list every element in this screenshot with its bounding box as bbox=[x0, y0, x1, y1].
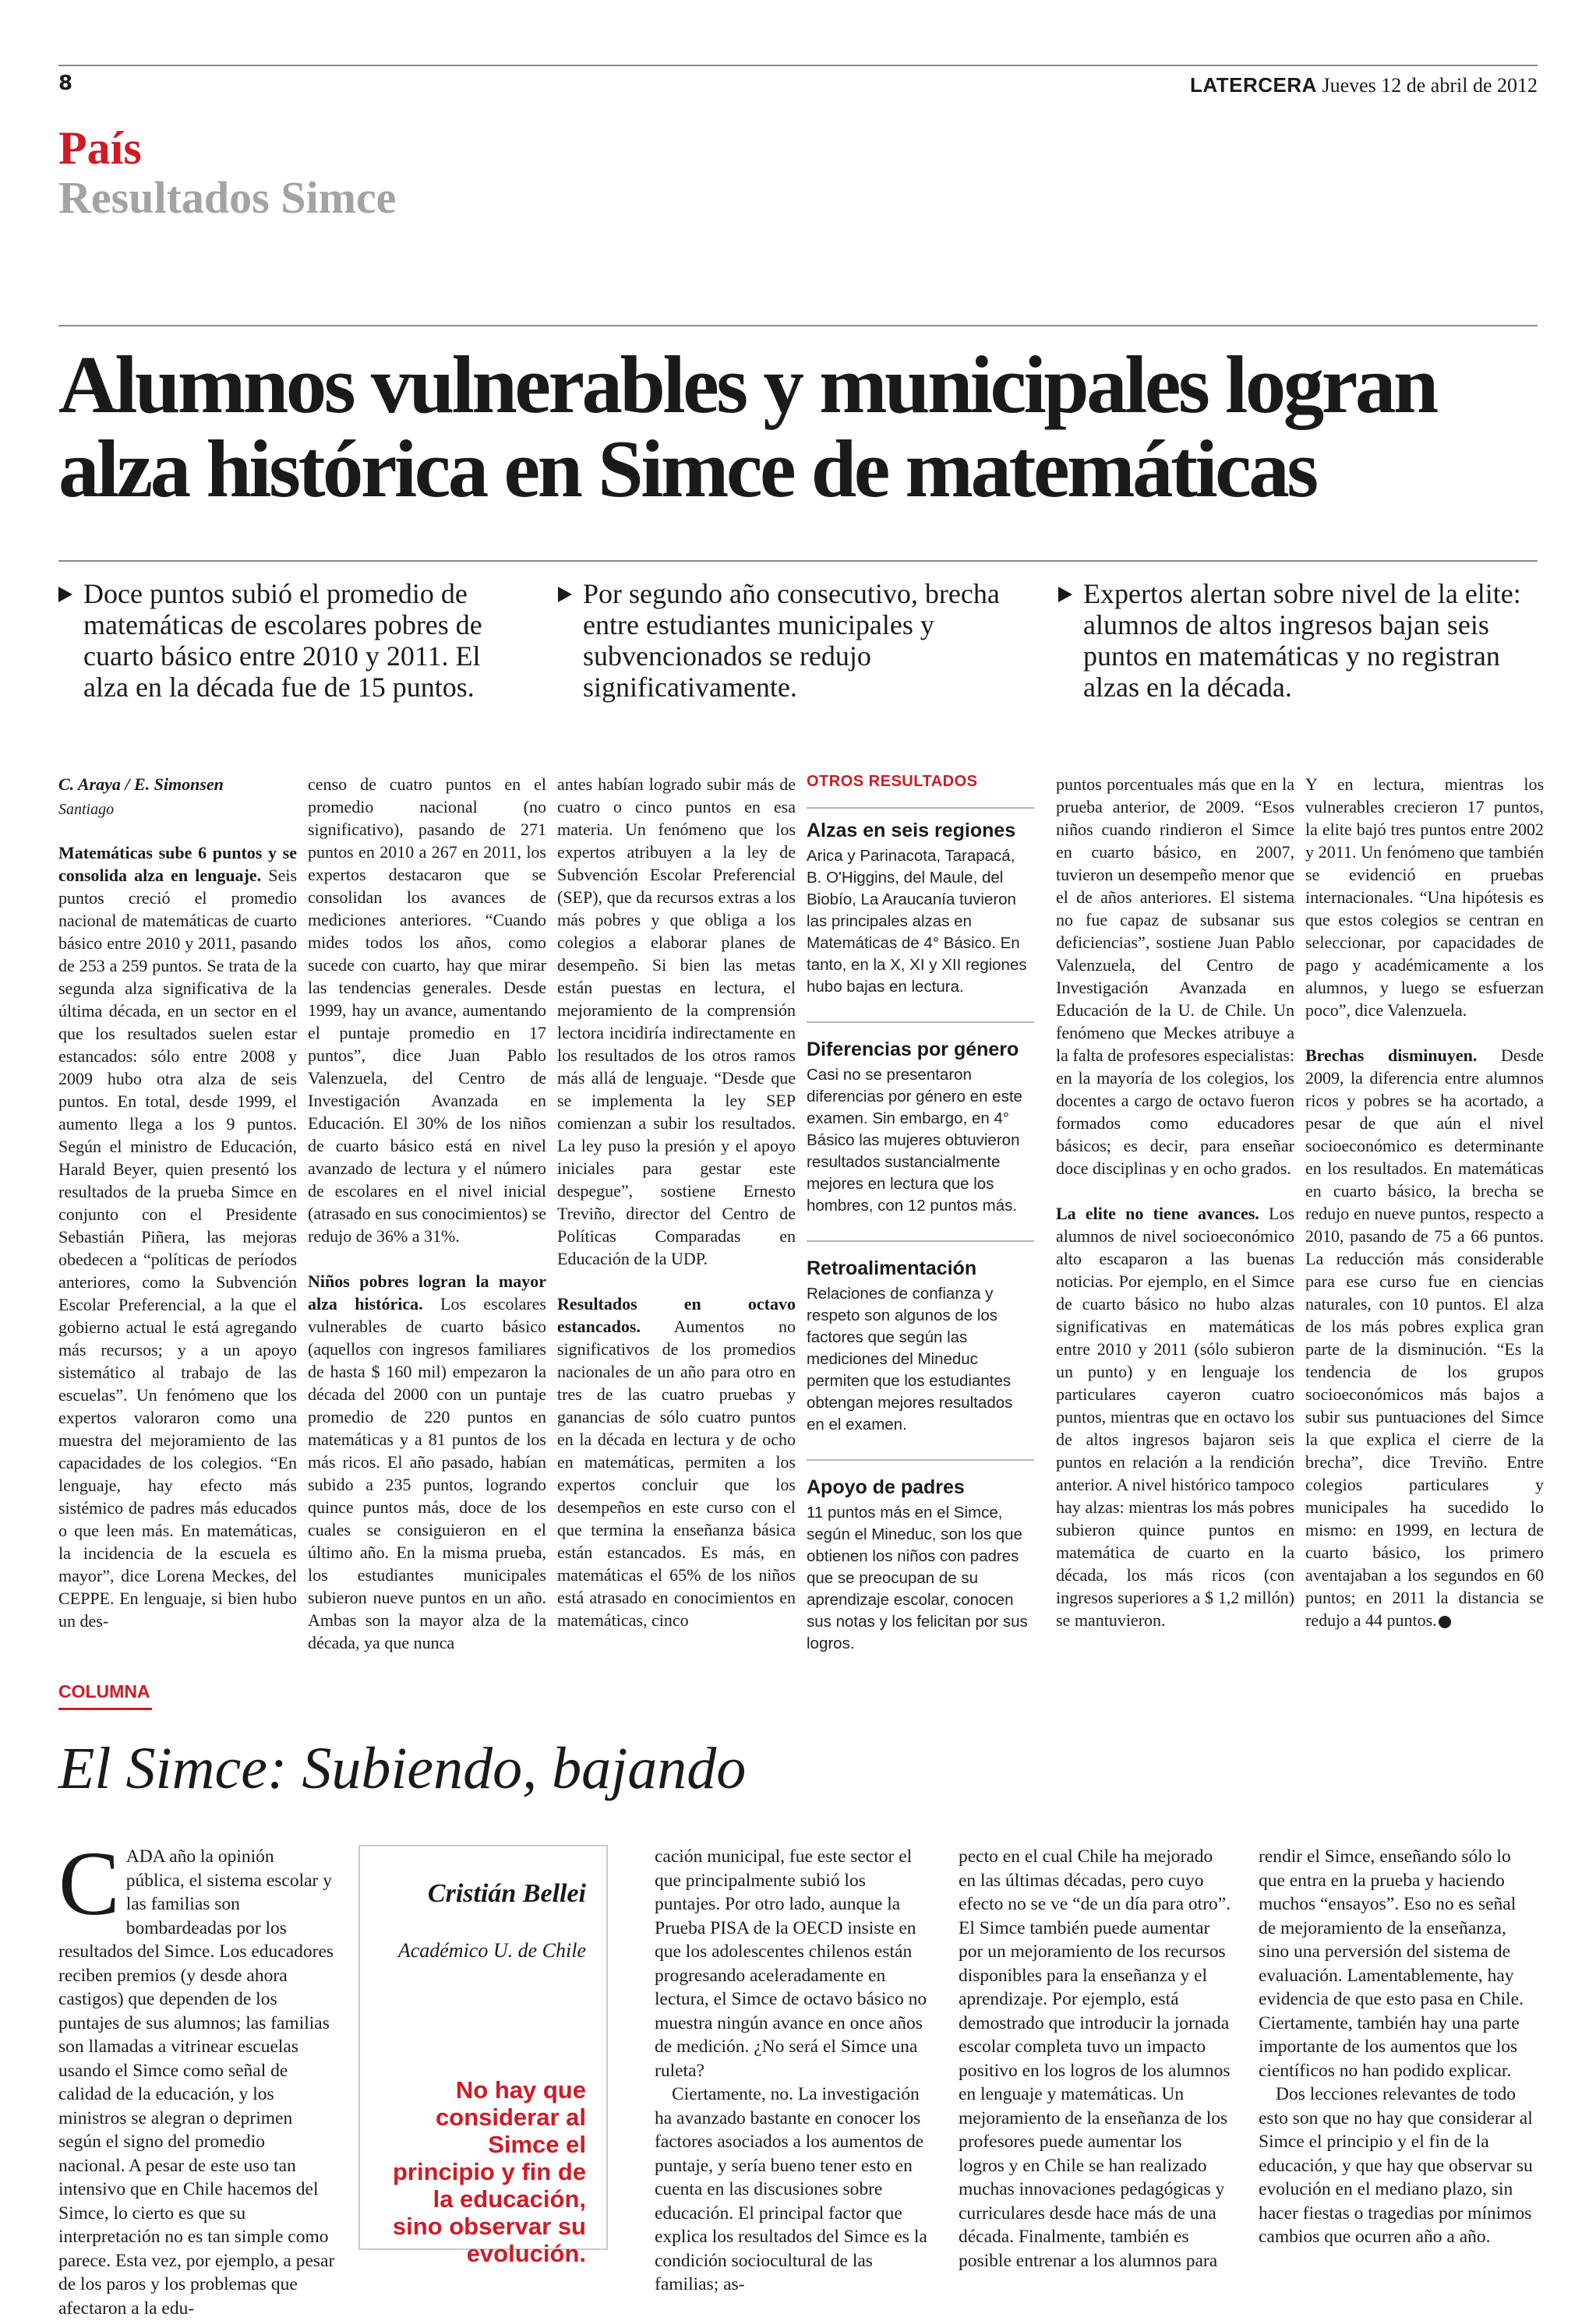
top-rule bbox=[58, 65, 1538, 66]
column-text-1 bbox=[58, 1832, 335, 2320]
page-number: 8 bbox=[58, 72, 73, 95]
body-text: Aumentos no significativos de los promedios nacionales de un año para otro en tres de las cuatro pruebas y ganancias de sólo cuatro puntos en la década en lectura y de ocho en matemáticas, permiten a los expertos concluir que los desempeños en este curso con el que termina la enseñanza básica están estancados. Es más, en matemáticas el 65% de los niños está atrasado en conocimientos en matemáticas, cinco bbox=[557, 1317, 796, 1630]
columna-rule bbox=[58, 1708, 152, 1710]
sidebar-text: Casi no se presentaron diferencias por género en este examen. Sin embargo, en 4° Básico las mujeres obtuvieron resultados sustancialmente mejores en lectura que los hombres, con 12 puntos más. bbox=[807, 1066, 1022, 1215]
columna-label: COLUMNA bbox=[58, 1681, 150, 1702]
headline-top-rule bbox=[58, 325, 1538, 326]
sidebar-heading: Retroalimentación bbox=[807, 1257, 977, 1279]
article-column-2 bbox=[308, 773, 546, 1654]
headline: Alumnos vulnerables y municipales logran alza histórica en Simce de matemáticas bbox=[58, 339, 1436, 514]
end-mark-icon bbox=[1439, 1616, 1451, 1628]
sidebar-text: Arica y Parinacota, Tarapacá, B. O'Higgins, del Maule, del Biobío, La Araucanía tuvieron las principales alzas en Matemáticas de 4° Básico. En tanto, en la X, XI y XII regiones hubo bajas en lectura. bbox=[807, 847, 1027, 996]
sidebar-text: Relaciones de confianza y respeto son algunos de los factores que según las mediciones del Mineduc permiten que los estudiantes obtengan mejores resultados en el examen. bbox=[807, 1285, 1013, 1434]
sidebar-divider bbox=[807, 1459, 1034, 1461]
subsection-title: Resultados Simce bbox=[58, 172, 397, 223]
byline: C. Araya / E. Simonsen bbox=[58, 774, 224, 794]
subhead: La elite no tiene avances. bbox=[1056, 1204, 1259, 1223]
column-body-text: ADA año la opinión pública, el sistema escolar y las familias son bombardeadas por los resultados del Simce. Los educadores reciben premios (y desde ahora castigos) que dependen de los puntajes de sus alumnos; las familias son llamadas a vitrinear escuelas usando el Simce como señal de calidad de la educación, y los ministros se alegran o deprimen según el signo del promedio nacional. A pesar de este uso tan intensivo que en Chile hacemos del Simce, lo cierto es que su interpretación no es tan simple como parece. Esta vez, por ejemplo, a pesar de los paros y los problemas que afectaron a la edu- bbox=[58, 1846, 335, 2319]
article-column-5 bbox=[1056, 773, 1294, 1631]
body-text: censo de cuatro puntos en el promedio nacional (no significativo), pasando de 271 puntos en 2010 a 267 en 2011, los expertos destacaron que se consolidan los avances de mediciones anteriores. “Cuando mides todos los años, como sucede con cuarto, hay que mirar las tendencias generales. Desde 1999, hay un avance, aumentando el puntaje promedio en 17 puntos”, dice Juan Pablo Valenzuela, del Centro de Investigación Avanzada en Educación. El 30% de los niños de cuarto básico está en nivel avanzado de lectura y el número de escolares en el nivel inicial (atrasado en sus conocimientos) se redujo de 36% a 31%. bbox=[308, 774, 546, 1246]
sidebar-heading: Alzas en seis regiones bbox=[807, 820, 1016, 841]
subhead: Resultados en octavo estancados. bbox=[557, 1294, 796, 1336]
section-title: País bbox=[58, 122, 142, 174]
column-body-text: Dos lecciones relevantes de todo esto son que no hay que considerar al Simce el principio y el fin de la educación, y que hay que observar su evolución en el mediano plazo, sin hacer fiestas o tragedias por mínimos cambios que ocurren año a año. bbox=[1259, 2084, 1533, 2247]
article-column-1 bbox=[58, 773, 297, 1632]
subhead: Brechas disminuyen. bbox=[1305, 1046, 1478, 1065]
bullet-text: Doce puntos subió el promedio de matemáticas de escolares pobres de cuarto básico entre 2010 y 2011. El alza en la década fue de 15 puntos. bbox=[83, 578, 482, 703]
body-text: Los alumnos de nivel socioeconómico alto escaparon a las buenas noticias. Por ejemplo, en el Simce de cuarto básico no hubo alzas significativas en matemáticas entre 2010 y 2011 (sólo subieron un punto) y en lenguaje los particulares cayeron cuatro puntos, mientras que en octavo los de altos ingresos bajaron seis puntos en relación a la rendición anterior. A nivel histórico tampoco hay alzas: mientras los más pobres subieron quince puntos en matemática de cuarto en la década, los más ricos (con ingresos superiores a $ 1,2 millón) se mantuvieron. bbox=[1056, 1204, 1294, 1630]
headline-bottom-rule bbox=[58, 560, 1538, 562]
summary-bullet bbox=[58, 578, 528, 703]
subhead: Niños pobres logran la mayor alza histórica. bbox=[308, 1271, 546, 1314]
body-text: antes habían logrado subir más de cuatro o cinco puntos en esa materia. Un fenómeno que los expertos atribuyen a la ley de Subvención Escolar Preferencial (SEP), que da recursos extras a los más pobres y que obliga a los colegios a elaborar planes de desempeño. Si bien las metas están puestas en lectura, el mejoramiento de la comprensión lectora incidiría indirectamente en los resultados de los otros ramos más allá de lenguaje. “Desde que se implementa la ley SEP comienzan a subir los resultados. La ley puso la presión y el apoyo iniciales para gestar este despegue”, sostiene Ernesto Treviño, director del Centro de Políticas Comparadas en Educación de la UDP. bbox=[557, 774, 796, 1268]
dateline-place: Santiago bbox=[58, 801, 115, 818]
author-name: Cristián Bellei bbox=[427, 1879, 586, 1908]
sidebar-divider bbox=[807, 1021, 1034, 1023]
sidebar-text: 11 puntos más en el Simce, según el Mineduc, son los que obtienen los niños con padres que se preocupan de su aprendizaje escolar, conocen sus notas y los felicitan por sus logros. bbox=[807, 1504, 1028, 1652]
issue-date: Jueves 12 de abril de 2012 bbox=[1322, 74, 1538, 97]
triangle-bullet-icon bbox=[58, 587, 72, 602]
author-role: Académico U. de Chile bbox=[397, 1939, 586, 1962]
pull-quote: No hay que considerar al Simce el principio y fin de la educación, sino observar su evolución. bbox=[392, 2076, 586, 2267]
sidebar-divider bbox=[807, 1240, 1034, 1242]
body-text: Desde 2009, la diferencia entre alumnos ricos y pobres se ha acortado, a pesar de que aún el nivel socioeconómico es determinante en los resultados. En matemáticas en cuarto básico, la brecha se redujo en nueve puntos, respecto a 2010, pasando de 75 a 66 puntos. La reducción más considerable para ese curso fue en ciencias naturales, con 10 puntos. El alza de los más pobres explica gran parte de la disminución. “Es la tendencia de los grupos socioeconómicos más bajos a subir sus puntuaciones del Simce la que explica el cierre de la brecha”, dice Treviño. Entre colegios particulares y municipales ha sucedido lo mismo: en 1999, en lectura de cuarto básico, los primero aventajaban a los segundos en 60 puntos; en 2011 la distancia se redujo a 44 puntos. bbox=[1305, 1046, 1545, 1630]
article-column-6 bbox=[1305, 773, 1544, 1631]
sidebar-heading: Apoyo de padres bbox=[807, 1476, 965, 1498]
body-text: Los escolares vulnerables de cuarto básico (aquellos con ingresos familiares de hasta $ 160 mil) empezaron la década del 2000 con un puntaje promedio de 220 puntos en matemáticas y a 81 puntos de los más ricos. El año pasado, habían subido a 235 puntos, logrando quince puntos más, doce de los cuales se consiguieron en el último año. En la misma prueba, los estudiantes municipales subieron nueve puntos en un año. Ambas son la mayor alza de la década, ya que nunca bbox=[308, 1294, 546, 1652]
sidebar-heading: Diferencias por género bbox=[807, 1039, 1019, 1060]
article-column-3 bbox=[557, 773, 796, 1631]
column-body-text: pecto en el cual Chile ha mejorado en las últimas décadas, pero cuyo efecto no se ve “de un día para otro”. El Simce también puede aumentar por un mejoramiento de los recursos disponibles para la enseñanza y el aprendizaje. Por ejemplo, está demostrado que introducir la jornada escolar completa tuvo un impacto positivo en los logros de los alumnos en lenguaje y matemáticas. Un mejoramiento de la enseñanza de los profesores puede aumentar los logros y en Chile se han realizado muchas innovaciones pedagógicas y curriculares desde hace más de una década. Finalmente, también es posible entrenar a los alumnos para bbox=[959, 1846, 1231, 2271]
summary-bullet bbox=[1058, 578, 1527, 703]
summary-bullet bbox=[558, 578, 1027, 703]
column-title: El Simce: Subiendo, bajando bbox=[58, 1736, 747, 1801]
author-box bbox=[358, 1845, 608, 2267]
column-body-text: rendir el Simce, enseñando sólo lo que entra en la prueba y haciendo muchos “ensayos”. Eso no es señal de mejoramiento de la enseñanza, sino una perversión del sistema de evaluación. Lamentablemente, hay evidencia de que esto pasa en Chile. Ciertamente, también hay una parte importante de los aumentos que los científicos no han podido explicar. bbox=[1259, 1846, 1524, 2081]
sidebar-title: OTROS RESULTADOS bbox=[807, 773, 1034, 809]
subhead: Matemáticas sube 6 puntos y se consolida alza en lenguaje. bbox=[58, 843, 297, 885]
bullet-text: Por segundo año consecutivo, brecha entre estudiantes municipales y subvencionados se redujo significativamente. bbox=[583, 578, 1000, 703]
column-text-4 bbox=[959, 1845, 1231, 2273]
body-text: puntos porcentuales más que en la prueba anterior, de 2009. “Esos niños cuando rindieron el Simce en cuarto básico, en 2007, tuvieron un desempeño menor que el de años anteriores. El sistema no fue capaz de subsanar sus deficiencias”, sostiene Juan Pablo Valenzuela, del Centro de Investigación Avanzada en Educación de la U. de Chile. Un fenómeno que Meckes atribuye a la falta de profesores especialistas: en la mayoría de los colegios, los docentes a cargo de octavo fueron formados como educadores básicos; es decir, para enseñar doce disciplinas y en ocho grados. bbox=[1056, 774, 1294, 1178]
column-body-text: Ciertamente, no. La investigación ha avanzado bastante en conocer los factores asociados a los aumentos de puntaje, y sería bueno tener esto en cuenta en las discusiones sobre educación. El principal factor que explica los resultados del Simce es la condición sociocultural de las familias; as- bbox=[655, 2084, 927, 2294]
column-text-5 bbox=[1259, 1845, 1538, 2249]
body-text: Y en lectura, mientras los vulnerables crecieron 17 puntos, la elite bajó tres puntos entre 2002 y 2011. Un fenómeno que también se evidenció en pruebas internacionales. “Una hipótesis es que estos colegios se centran en seleccionar, por capacidades de pago y académicamente a los alumnos, y luego se esfuerzan poco”, dice Valenzuela. bbox=[1305, 774, 1544, 1020]
column-body-text: cación municipal, fue este sector el que principalmente subió los puntajes. Por otro lado, aunque la Prueba PISA de la OECD insiste en que los adolescentes chilenos están progresando aceleradamente en lectura, el Simce de octavo básico no muestra ningún avance en once años de medición. ¿No será el Simce una ruleta? bbox=[655, 1846, 927, 2081]
bullet-text: Expertos alertan sobre nivel de la elite: alumnos de altos ingresos bajan seis puntos en matemáticas y no registran alzas en la década. bbox=[1083, 578, 1521, 703]
otros-resultados-sidebar bbox=[807, 773, 1034, 1655]
column-text-3 bbox=[655, 1845, 927, 2297]
triangle-bullet-icon bbox=[1058, 587, 1072, 602]
triangle-bullet-icon bbox=[558, 587, 572, 602]
drop-cap: C bbox=[58, 1832, 120, 1934]
newspaper-name: LATERCERA bbox=[1190, 73, 1317, 97]
masthead bbox=[1190, 73, 1538, 97]
body-text: Seis puntos creció el promedio nacional de matemáticas de cuarto básico entre 2010 y 2011, pasando de 253 a 259 puntos. Se trata de la segunda alza significativa de la última década, en un sector en el que los resultados suelen estar estancados: sólo entre 2008 y 2009 hubo otra alza de seis puntos. En total, desde 1999, el aumento llega a los 9 puntos. Según el ministro de Educación, Harald Beyer, quien presentó los resultados de la prueba Simce en conjunto con el Presidente Sebastián Piñera, las mejoras obedecen a “políticas de períodos anteriores, como la Subvención Escolar Preferencial, a la que el gobierno actual le está agregando más recursos; y a un apoyo sistemático al trabajo de las escuelas”. Un fenómeno que los expertos valoraron como una muestra del mejoramiento de las capacidades de los colegios. “En lenguaje, hay efecto más sistémico de padres más educados o que leen más. En matemáticas, la incidencia de la escuela es mayor”, dice Lorena Meckes, del CEPPE. En lenguaje, si bien hubo un des- bbox=[58, 866, 298, 1631]
